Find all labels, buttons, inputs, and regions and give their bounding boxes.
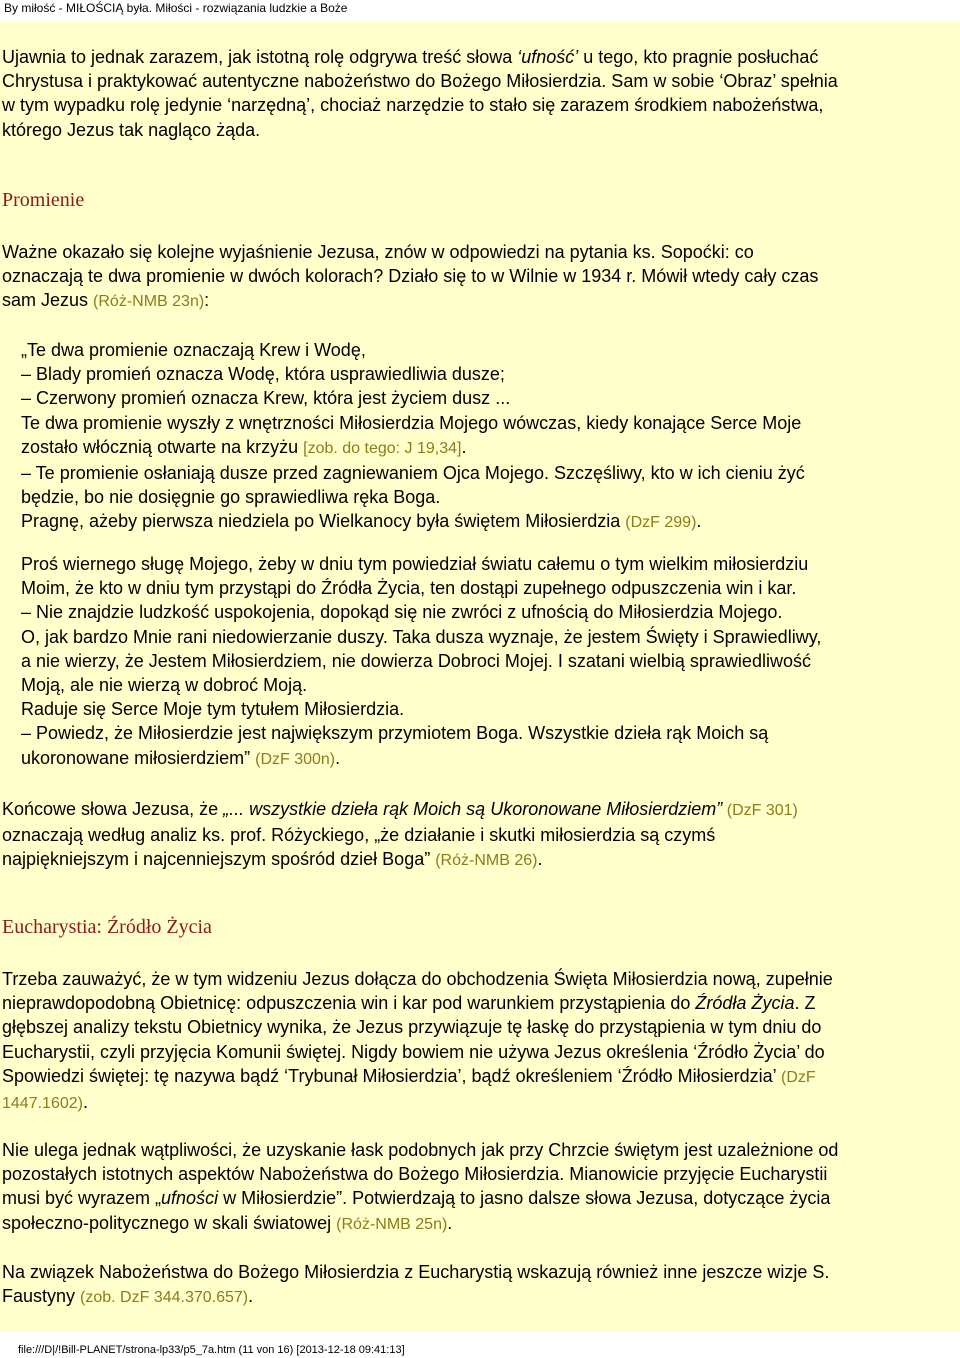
emphasis-quote: „... wszystkie dzieła rąk Moich są Ukoronowane Miłosierdziem” [223, 799, 723, 819]
paragraph-eucharystia: Trzeba zauważyć, że w tym widzeniu Jezus dołącza do obchodzenia Święta Miłosierdzia nową, zupełnie nieprawdopodobną Obietnicę: odpuszczenia win i kar pod warunkiem przystąpienia do Źródła Życia. Z głębszej analizy tekstu Obietnicy wynika, że Jezus przywiązuje tę łaskę do przystąpienia w tym dniu do Eucharystii, czyli przyjęcia Komunii świętej. Nigdy bowiem nie używa Jezus określenia ‘Źródło Życia’ do Spowiedzi świętej: tę nazywa bądź ‘Trybunał Miłosierdzia’, bądź określeniem ‘Źródło Miłosierdzia’ (DzF 1447.1602). [2, 969, 833, 1113]
paragraph-koncowe-slowa: Końcowe słowa Jezusa, że „... wszystkie dzieła rąk Moich są Ukoronowane Miłosierdziem” (DzF 301) oznaczają według analiz ks. prof. Różyckiego, „że działanie i skutki miłosierdzia są czymś najpiękniejszym i najcenniejszym spośród dzieł Boga” (Róż-NMB 26). [2, 799, 798, 870]
section-heading-eucharystia: Eucharystia: Źródło Życia [2, 916, 212, 938]
paragraph-laski: Nie ulega jednak wątpliwości, że uzyskanie łask podobnych jak przy Chrzcie świętym jest uzależnione od pozostałych istotnych aspektów Nabożeństwa do Bożego Miłosierdzia. Mianowicie przyjęcie Eucharystii musi być wyrazem „ufności w Miłosierdzie”. Potwierdzają to jasno dalsze słowa Jezusa, dotyczące życia społeczno-politycznego w skali światowej (Róż-NMB 25n). [2, 1140, 839, 1233]
emphasis-ufnosc: ‘ufność’ [517, 47, 579, 67]
citation: (Róż-NMB 25n) [336, 1215, 448, 1233]
intro-paragraph: Ujawnia to jednak zarazem, jak istotną rolę odgrywa treść słowa ‘ufność’ u tego, kto pragnie posłuchać Chrystusa i praktykować autentyczne nabożeństwo do Bożego Miłosierdzia. Sam w sobie ‘Obraz’ spełnia w tym wypadku rolę jedynie ‘narzędną’, chociaż narzędzie to stało się zarazem środkiem nabożeństwa, którego Jezus tak nagląco żąda. [2, 47, 838, 140]
citation: [zob. do tego: J 19,34] [303, 439, 462, 457]
paragraph-promienie: Ważne okazało się kolejne wyjaśnienie Jezusa, znów w odpowiedzi na pytania ks. Sopoćki: co oznaczają te dwa promienie w dwóch kolorach? Działo się to w Wilnie w 1934 r. Mówił wtedy cały czas sam Jezus (Róż-NMB 23n): [2, 242, 819, 311]
citation: (DzF 300n) [255, 750, 336, 768]
citation: (zob. DzF 344.370.657) [80, 1289, 249, 1307]
citation: (Róż-NMB 26) [435, 852, 538, 870]
document-page [0, 22, 960, 1332]
quote-block-1: „Te dwa promienie oznaczają Krew i Wodę, – Blady promień oznacza Wodę, która usprawiedliwia dusze; – Czerwony promień oznacza Krew, która jest życiem dusz ... Te dwa promienie wyszły z wnętrzności Miłosierdzia Mojego wówczas, kiedy konające Serce Moje zostało włócznią otwarte na krzyżu [zob. do tego: J 19,34]. – Te promienie osłaniają dusze przed zagniewaniem Ojca Mojego. Szczęśliwy, kto w ich cieniu żyć będzie, bo nie dosięgnie go sprawiedliwa ręka Boga. Pragnę, ażeby pierwsza niedziela po Wielkanocy była świętem Miłosierdzia (DzF 299). [21, 340, 805, 532]
citation: 1447.1602) [2, 1095, 83, 1113]
emphasis-ufnosci: ufności [161, 1188, 219, 1209]
citation: (DzF 299) [625, 514, 697, 532]
emphasis-zrodlo-zycia: Źródła Życia [695, 993, 795, 1014]
section-heading-promienie: Promienie [2, 189, 85, 211]
paragraph-wizje: Na związek Nabożeństwa do Bożego Miłosierdzia z Eucharystią wskazują również inne jeszcze wizje S. Faustyny (zob. DzF 344.370.657). [2, 1262, 830, 1307]
page-header-title: By miłość - MIŁOŚCIĄ była. Miłości - rozwiązania ludzkie a Boże [4, 1, 348, 15]
citation: (DzF 301) [722, 802, 798, 819]
citation: (Róż-NMB 23n) [93, 293, 205, 311]
quote-block-2: Proś wiernego sługę Mojego, żeby w dniu tym powiedział światu całemu o tym wielkim miłosierdziu Moim, że kto w dniu tym przystąpi do Źródła Życia, ten dostąpi zupełnego odpuszczenia win i kar. – Nie znajdzie ludzkość uspokojenia, dopokąd się nie zwróci z ufnością do Miłosierdzia Mojego. O, jak bardzo Mnie rani niedowierzanie duszy. Taka dusza wyznaje, że jestem Święty i Sprawiedliwy, a nie wierzy, że Jestem Miłosierdziem, nie dowierza Dobroci Mojej. I szatani wielbią sprawiedliwość Moją, ale nie wierzą w dobroć Moją. Raduje się Serce Moje tym tytułem Miłosierdzia. – Powiedz, że Miłosierdzie jest największym przymiotem Boga. Wszystkie dzieła rąk Moich są ukoronowane miłosierdziem” (DzF 300n). [21, 554, 822, 768]
citation: (DzF [781, 1068, 816, 1086]
page-footer-path: file:///D|/!Bill-PLANET/strona-lp33/p5_7a.htm (11 von 16) [2013-12-18 09:41:13] [18, 1344, 405, 1356]
